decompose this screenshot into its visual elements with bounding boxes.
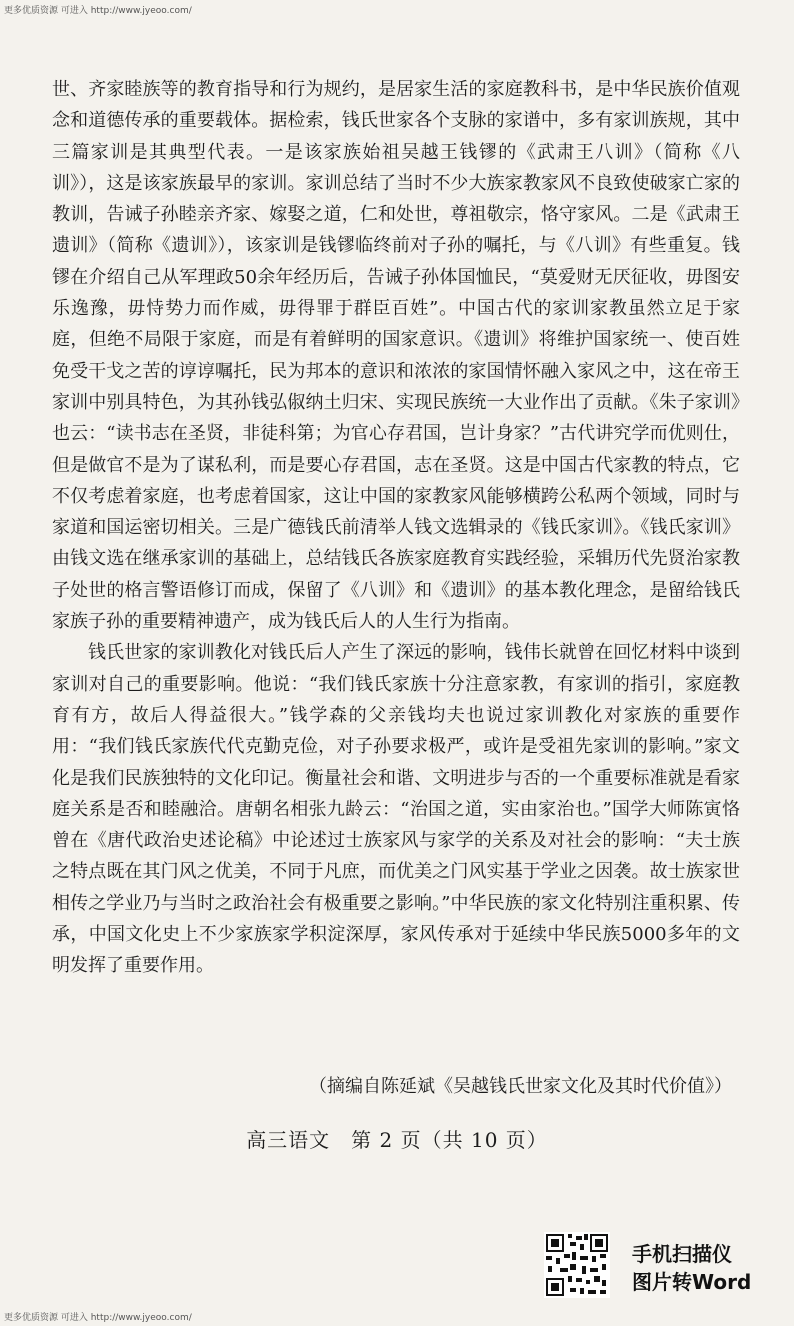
footer-watermark: 更多优质资源 可进入 http://www.jyeoo.com/ bbox=[4, 1313, 192, 1323]
qr-code-icon[interactable] bbox=[544, 1232, 610, 1298]
article-body bbox=[52, 74, 740, 982]
header-watermark: 更多优质资源 可进入 http://www.jyeoo.com/ bbox=[4, 6, 192, 16]
scan-promo-line-1: 手机扫描仪 bbox=[632, 1242, 732, 1266]
article-paragraph-2: 钱氏世家的家训教化对钱氏后人产生了深远的影响，钱伟长就曾在回忆材料中谈到家训对自己的重要影响。他说：“我们钱氏家族十分注意家教，有家训的指引，家庭教育有方，故后人得益很大。”钱学森的父亲钱均夫也说过家训教化对家族的重要作用：“我们钱氏家族代代克勤克俭，对子孙要求极严，或许是受祖先家训的影响。”家文化是我们民族独特的文化印记。衡量社会和谐、文明进步与否的一个重要标准就是看家庭关系是否和睦融洽。唐朝名相张九龄云：“治国之道，实由家治也。”国学大师陈寅恪曾在《唐代政治史述论稿》中论述过士族家风与家学的关系及对社会的影响：“夫士族之特点既在其门风之优美，不同于凡庶，而优美之门风实基于学业之因袭。故士族家世相传之学业乃与当时之政治社会有极重要之影响。”中华民族的家文化特别注重积累、传承，中国文化史上不少家族家学积淀深厚，家风传承对于延续中华民族5000多年的文明发挥了重要作用。 bbox=[52, 642, 740, 977]
article-paragraph-1: 世、齐家睦族等的教育指导和行为规约，是居家生活的家庭教科书，是中华民族价值观念和道德传承的重要载体。据检索，钱氏世家各个支脉的家谱中，多有家训族规，其中三篇家训是其典型代表。一是该家族始祖吴越王钱镠的《武肃王八训》（简称《八训》），这是该家族最早的家训。家训总结了当时不少大族家教家风不良致使破家亡家的教训，告诫子孙睦亲齐家、嫁娶之道，仁和处世，尊祖敬宗，恪守家风。二是《武肃王遗训》（简称《遗训》），该家训是钱镠临终前对子孙的嘱托，与《八训》有些重复。钱镠在介绍自己从军理政50余年经历后，告诫子孙体国恤民，“莫爱财无厌征收，毋图安乐逸豫，毋恃势力而作威，毋得罪于群臣百姓”。中国古代的家训家教虽然立足于家庭，但绝不局限于家庭，而是有着鲜明的国家意识。《遗训》将维护国家统一、使百姓免受干戈之苦的谆谆嘱托，民为邦本的意识和浓浓的家国情怀融入家风之中，这在帝王家训中别具特色，为其孙钱弘俶纳土归宋、实现民族统一大业作出了贡献。《朱子家训》也云：“读书志在圣贤，非徒科第；为官心存君国，岂计身家？”古代讲究学而优则仕，但是做官不是为了谋私利，而是要心存君国，志在圣贤。这是中国古代家教的特点，它不仅考虑着家庭，也考虑着国家，这让中国的家教家风能够横跨公私两个领域，同时与家道和国运密切相关。三是广德钱氏前清举人钱文选辑录的《钱氏家训》。《钱氏家训》由钱文选在继承家训的基础上，总结钱氏各族家庭教育实践经验，采辑历代先贤治家教子处世的格言警语修订而成，保留了《八训》和《遗训》的基本教化理念，是留给钱氏家族子孙的重要精神遗产，成为钱氏后人的人生行为指南。 bbox=[52, 79, 740, 633]
scan-promo-line-2: 图片转Word bbox=[632, 1270, 752, 1294]
article-source: （摘编自陈延斌《吴越钱氏世家文化及其时代价值》） bbox=[309, 1076, 732, 1097]
page-footer: 高三语文 第 2 页（共 10 页） bbox=[246, 1128, 548, 1152]
